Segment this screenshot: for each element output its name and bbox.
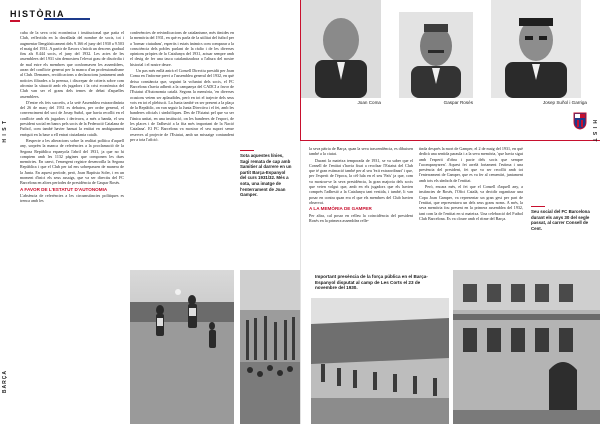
title-accent — [10, 20, 20, 22]
caption-text: Seu social del FC Barcelona durant els anys 30 del segle passat, al carrer Consell de Cent. — [531, 209, 590, 231]
club-headquarters-photo — [453, 270, 600, 424]
stadium-crowd-image — [311, 298, 449, 424]
football-match-photo — [130, 270, 234, 424]
caption-rule — [240, 150, 254, 151]
club-headquarters-image — [453, 270, 600, 424]
stadium-crowd-photo — [311, 298, 449, 424]
margin-label-history: H I S T — [2, 120, 8, 143]
paragraph: L'absència de referències a les circumstàncies polítiques es trenca amb les — [20, 192, 124, 204]
left-column-2 — [130, 30, 234, 266]
margin-label-history-right: H I S T — [591, 120, 597, 143]
right-page — [300, 0, 600, 424]
paragraph: Però, encara més, el fet que el Consell d'aquell any, a instàncies de Rosés, l'Ofici Català, va decidir organitzar una Copa Joan Gamper, va representar un gran gest per part de l'entitat, que representava un dels seus grans noms. A més, la seva memòria fou present en la primera assemblea del 1932, tant com la de l'entitat en si mateixa. Una celebració del Futbol Club Barcelona. Es va cloure amb el ritme del Barça. — [419, 184, 523, 221]
paragraph: la seva pàtria de Barça, quan la seva trascendència, es dibuixen també a la ciutat. — [309, 146, 413, 157]
caption-text: Important presència de la força pública en el Barça-Espanyol disputat al camp de Les Corts el 23 de novembre del 1930. — [315, 274, 428, 291]
subhead-estatut: A FAVOR DE L'ESTATUT D'AUTONOMIA — [20, 186, 108, 192]
caption-rule — [531, 206, 545, 207]
paragraph: cuba de la seva crisi econòmica i institucional que patia el Club, reflectida en la davallada del nombre de socis, tot i augmentar llengüísticament dels 9.166 el juny del 1930 a 9.503 el maig del 1931. A partir de llavors s'inicià un descens gradual fins als 8.444 socis, el juny del 1932. Les actes de les assemblees del 1931 són demostreu l'elevat grau de discòrdia i de mal estre els membres que conformaven les assemblees, arran del conflicte generat per la manca d'un professionalisme al Club. Demanes, rectificacions a declaracions juntament amb noticies filtrades a la premsa, i discrepar de criteris sobre com afrontar la situació amb els jugadors i la crisi econòmica del Club van ser el grans dels temes de debat d'aquelles assemblees. — [20, 30, 124, 99]
portrait-gaspar-roses — [399, 12, 473, 98]
right-column-1 — [309, 146, 413, 246]
photo-caption-stadium — [315, 274, 435, 291]
portrait-name-josep-sunol: Josep Suñol i Garriga — [542, 100, 587, 105]
club-crest-icon — [573, 112, 587, 130]
paragraph: Respecte a les alteracions sobre la realitat política d'aquell any, sorprèn la manca de referències a la proclamació de la Segona República espanyola l'abril del 1931, ja que no hi comptem amb les 1132 pàgines que componen les dues memòries. En canvi, l'emergent registre desenrotlla la Segona República i que el Club per tal ens sobrepassen de manera de la Junta. En aquest període, però, Joan Baptista Soler, i en un moment d'inici els seus assaigs, que va ser directiu del FC Barcelona en altres períodes de presidència de Gaspar Rosés. — [20, 137, 124, 186]
portrait-josep-sunol-image — [491, 0, 581, 98]
title-rule — [44, 8, 90, 20]
paragraph: Durant la mateixa temporada de 1931, se va saber que el Consell de l'entitat s'havia fixat a recolzar l'Estatut del Club que té gran estimació també per al seu 'èxit extraordinari' i que, per l'esperit de l'època, la cèl·lula en el seu 'País' ja que, com va mostrar-se la seva presidència, la gran majoria dels socis que veien volgut que, amb en els jugadors que els havien comprès l'adhesió a la Catalunya tant vestida, i també, li van posar en contra quan era el que els membres del Club havien observat. — [309, 157, 413, 205]
paragraph: Un pas més enllà anirà el Consell Directiu presidit per Joan Coma en l'informe previ a l'assemblea general del 1932, en què deixa constància que, seguint la voluntat dels socis, el FC Barcelona s'havia adherit a la campanya del CADCI a favor de l'Estatut d'Autonomia català. Segons la memòria, 'en diverses ocasions veiem ser aplaudides, però en tot el trajecte dels seus vots en tot el plebiscit. La Junta també va ser present a la plaça de la Repúblic, on van seguir la Junta Directiva i el fet, amb les banderes oficials i simbòliques. Des de l'Estatut pel que va ser l'única unitat, en una institució, on les banderes de l'esport, de les places i de l'adhesió a la fita més important de la Nació Catalana'. El FC Barcelona va mostrar el seu suport sense reserves al projecte de l'Estatut, amb un missatge contundent per a tota l'afició. — [130, 68, 234, 142]
portrait-gaspar-roses-image — [399, 12, 473, 98]
funeral-gamper-photo — [240, 270, 300, 424]
funeral-gamper-image — [240, 270, 300, 424]
section-title: HISTÒRIA — [10, 9, 66, 19]
paragraph: D'entre els fets succeïts, a la setè Assemblea extraordinària del 26 de març del 1931 es debateu, per ordre general, el convenciment del soci de Josep Suñol, que havia recollit en el conflicte amb els jugadors i derivava, a més a banda, el seu president social en bancs pels socis de la Federació Catalana de Futbol, com també havier hansat la entitat en ambiguament enriquit en la base a ell entrat ciutadania català. — [20, 99, 124, 137]
photo-caption-right — [531, 206, 595, 231]
right-column-2 — [419, 146, 523, 246]
photo-caption-left — [240, 150, 292, 198]
caption-text: Sota aquestes línies, Sagi remata de cap amb Samitier al darrere en un partit Barça-Espanyol del curs 1931/32. Més a sota, una imatge de l'enterrament de Joan Gamper. — [240, 153, 292, 198]
paragraph: Per altra, cal posar en relleu la coincidència del president Rosés en la primera assemblea relle- — [309, 212, 413, 223]
portrait-josep-sunol — [491, 0, 581, 98]
paragraph: tinda després la mort de Gamper, el 2 de maig del 1931, en què dedicà una sentida paraula i a la seva memòria, 'que havia sigut amb l'esperit d'obra i pacte dels socis que sempre l'acompanyaren'. Aquest fet arrelà fortament l'estima i una presència del president, fet que va ser recollit amb tot l'enterrament de Gamper, que es va fer al cementiri, juntament amb tots els símbols de l'entitat. — [419, 146, 523, 183]
portrait-joan-coma-image — [301, 0, 381, 98]
subhead-gamper: A LA MEMÒRIA DE GAMPER — [309, 206, 372, 212]
crest-icon — [573, 112, 587, 130]
paragraph: conferències de reivindicacions de catalanisme, més tímides en la memòria del 1931, en què es parla de la utilitat del futbol per a 'formar ciutadans', esperits i estats ànimics com comparar a la consciència dels pobles parlant de la ràdio i de les diverses opinions pròpies de la Catalunya del 1931, actuar sempre amb el desig de fer una tasca catalanitzadora a l'altura del nostre historial i el nostre deure. — [130, 30, 234, 67]
portrait-joan-coma — [301, 0, 381, 98]
football-match-image — [130, 270, 234, 424]
portrait-name-joan-coma: Joan Coma — [357, 100, 381, 105]
portrait-name-gaspar-roses: Gaspar Rosés — [443, 100, 473, 105]
margin-label-barca: BARÇA — [2, 370, 8, 394]
left-column-1 — [20, 30, 124, 414]
